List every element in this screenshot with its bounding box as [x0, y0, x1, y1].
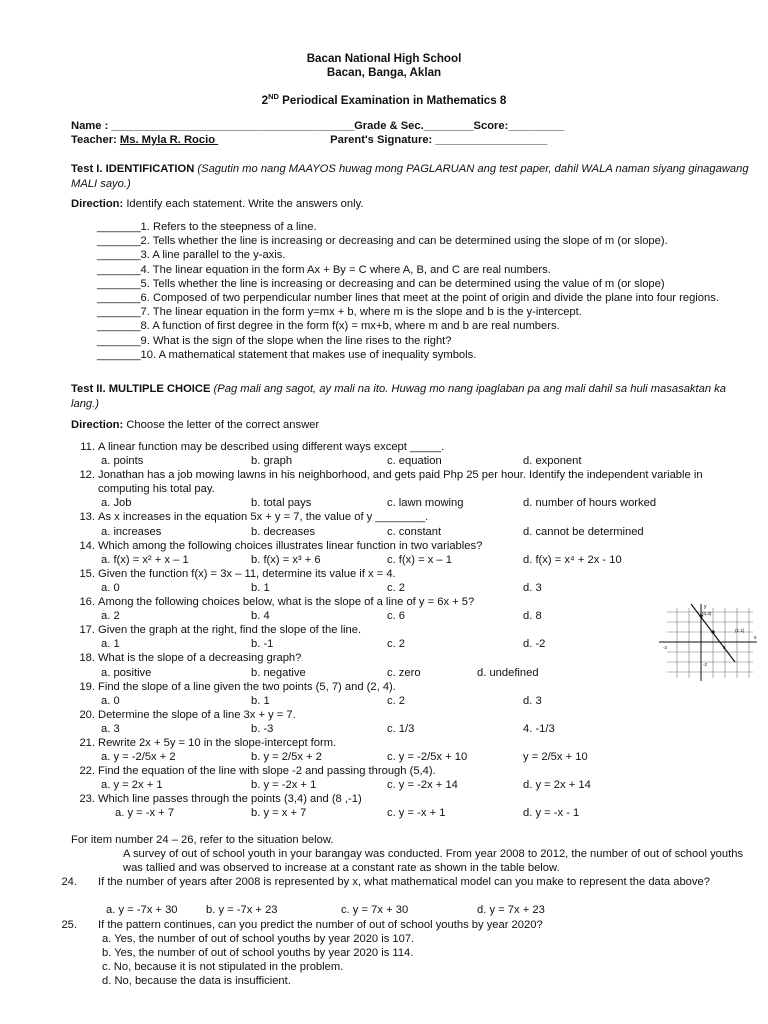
option: b. total pays	[251, 497, 312, 510]
graph-label-x: x	[754, 635, 757, 641]
option: d. No, because the data is insufficient.	[102, 974, 291, 987]
options-row	[75, 778, 755, 792]
identification-item: _______2. Tells whether the line is increasing or decreasing and can be determined using the slope of m (or slope).	[97, 235, 668, 248]
identification-list	[97, 220, 747, 362]
test1-heading	[71, 162, 751, 191]
option: a. 0	[101, 694, 120, 707]
graph-label-y: y	[704, 604, 707, 610]
grade-label: Grade & Sec.	[354, 120, 424, 132]
question-text: Jonathan has a job mowing lawns in his neighborhood, and gets paid Php 25 per hour. Identify the independent variable in computing his total pay.	[98, 469, 703, 496]
option: a. 0	[101, 581, 120, 594]
question	[75, 764, 755, 778]
graph-label-point-a: (0,3)	[702, 611, 712, 616]
option: c. 2	[387, 694, 406, 707]
option: d. f(x) = x⁴ + 2x - 10	[523, 553, 622, 566]
option: d. y = -x - 1	[523, 807, 580, 820]
test1-note: (Sagutin mo nang MAAYOS huwag mong PAGLARUAN ang test paper, dahil WALA naman siyang ginagawang MALI sayo.)	[71, 163, 749, 190]
option: y = 2/5x + 10	[523, 751, 588, 764]
graph-tick-label: -2	[663, 645, 668, 650]
options-row	[75, 806, 755, 820]
question-number: 20.	[79, 708, 95, 721]
option: d. -2	[523, 638, 546, 651]
options-row	[75, 694, 755, 708]
question	[61, 875, 751, 903]
name-field[interactable]: _______________________________________	[111, 120, 355, 132]
test1-direction-text: Identify each statement. Write the answers only.	[123, 198, 364, 210]
option: c. y = -2/5x + 10	[387, 751, 468, 764]
option: a. 1	[101, 638, 120, 651]
graph-tick-label: -2	[703, 662, 708, 667]
parent-signature-field[interactable]: __________________	[435, 134, 548, 146]
question	[75, 792, 755, 806]
parent-signature-label: Parent's Signature:	[330, 134, 436, 146]
option: b. 1	[251, 694, 270, 707]
option: d. number of hours worked	[523, 497, 657, 510]
test2-label: Test II. MULTIPLE CHOICE	[71, 383, 211, 395]
identification-item: _______6. Composed of two perpendicular number lines that meet at the point of origin and divide the plane into four regions.	[97, 292, 719, 305]
options-row	[75, 581, 755, 595]
option: b. 1	[251, 581, 270, 594]
test2-direction-text: Choose the letter of the correct answer	[123, 419, 320, 431]
option: b. graph	[251, 455, 293, 468]
test2-note: (Pag mali ang sagot, ay mali na ito. Huwag mo nang ipaglaban pa ang mali dahil sa huli masasaktan ka lang.)	[71, 383, 726, 410]
grade-field[interactable]: ________	[423, 120, 474, 132]
school-header	[0, 52, 768, 80]
question-text: If the number of years after 2008 is represented by x, what mathematical model can you make to represent the data above?	[98, 876, 710, 889]
question-number: 16.	[79, 596, 95, 609]
question-number: 15.	[79, 567, 95, 580]
exam-title	[0, 92, 768, 107]
option: b. 4	[251, 610, 270, 623]
identification-item: _______9. What is the sign of the slope when the line rises to the right?	[97, 334, 452, 347]
option: b. f(x) = x³ + 6	[251, 553, 321, 566]
question-number: 24.	[61, 876, 77, 889]
exam-title-number: 2	[261, 93, 269, 107]
option: c. y = -x + 1	[387, 807, 446, 820]
question-number: 13.	[79, 511, 95, 524]
option: a. Job	[101, 497, 132, 510]
option: d. 3	[523, 694, 542, 707]
school-name: Bacan National High School	[306, 52, 462, 65]
question-text: Determine the slope of a line 3x + y = 7.	[98, 708, 296, 721]
question-text: Find the equation of the line with slope -2 and passing through (5,4).	[98, 765, 436, 778]
option: b. decreases	[251, 525, 316, 538]
option: d. 3	[523, 581, 542, 594]
test2-heading	[71, 382, 751, 411]
option: b. Yes, the number of out of school youths by year 2020 is 114.	[102, 946, 414, 959]
option: c. equation	[387, 455, 442, 468]
option: a. increases	[101, 525, 162, 538]
question	[75, 736, 755, 750]
options-row	[75, 553, 755, 567]
exam-title-sup: ND	[268, 92, 279, 101]
question-number: 22.	[79, 765, 95, 778]
option: d. 8	[523, 610, 542, 623]
question	[75, 510, 755, 524]
question-number: 18.	[79, 652, 95, 665]
question-number: 12.	[79, 469, 95, 482]
options-row	[75, 750, 755, 764]
identification-item: _______3. A line parallel to the y-axis.	[97, 249, 286, 262]
situation-text: A survey of out of school youth in your barangay was conducted. From year 2008 to 2012, the number of out of school youths was tallied and was observed to increase at a constant rate as shown in the table below.	[123, 848, 744, 875]
question	[75, 440, 755, 454]
option: d. undefined	[477, 666, 539, 679]
option: a. positive	[101, 666, 152, 679]
test1-direction-label: Direction:	[71, 198, 124, 210]
question	[75, 623, 755, 637]
options-row	[75, 454, 755, 468]
identification-item: _______8. A function of first degree in the form f(x) = mx+b, where m and b are real numbers.	[97, 320, 560, 333]
option: b. y = -7x + 23	[206, 904, 278, 917]
graph-label-point-b: (1,1)	[735, 628, 745, 633]
option: d. exponent	[523, 455, 582, 468]
option: d. y = 2x + 14	[523, 779, 591, 792]
option: b. negative	[251, 666, 306, 679]
score-label: Score:	[473, 120, 509, 132]
question-text: Rewrite 2x + 5y = 10 in the slope-intercept form.	[98, 736, 337, 749]
options-row	[75, 637, 755, 651]
option: a. 3	[101, 722, 120, 735]
test2-direction	[71, 418, 751, 433]
question-text: Given the function f(x) = 3x – 11, determine its value if x = 4.	[98, 567, 396, 580]
school-address: Bacan, Banga, Aklan	[326, 66, 442, 79]
identification-item: _______1. Refers to the steepness of a line.	[97, 221, 317, 233]
teacher-row	[71, 134, 547, 146]
option: a. 2	[101, 610, 120, 623]
name-label: Name :	[71, 120, 112, 132]
question-text: Which among the following choices illustrates linear function in two variables?	[98, 539, 483, 552]
option: c. 1/3	[387, 722, 415, 735]
graph-grid	[667, 608, 753, 678]
question-number: 25.	[61, 918, 77, 931]
option: c. y = 7x + 30	[341, 904, 409, 917]
option: b. y = 2/5x + 2	[251, 751, 322, 764]
option: c. zero	[387, 666, 421, 679]
options-row	[75, 525, 755, 539]
option: b. -1	[251, 638, 274, 651]
test1-label: Test I. IDENTIFICATION	[71, 163, 195, 175]
teacher-label: Teacher:	[71, 134, 120, 146]
question	[75, 567, 755, 581]
teacher-name: Ms. Myla R. Rocio	[119, 134, 219, 146]
option: a. f(x) = x² + x – 1	[101, 553, 189, 566]
test2-direction-label: Direction:	[71, 419, 124, 431]
score-field[interactable]: _________	[508, 120, 565, 132]
option: a. Yes, the number of out of school youths by year 2020 is 107.	[102, 932, 415, 945]
situation-intro: For item number 24 – 26, refer to the situation below.	[71, 834, 334, 846]
question	[61, 918, 751, 932]
option: c. 2	[387, 581, 406, 594]
situation-section	[61, 833, 751, 988]
question-text: A linear function may be described using different ways except _____.	[98, 441, 445, 453]
identification-item: _______10. A mathematical statement that makes use of inequality symbols.	[97, 348, 477, 361]
option: c. No, because it is not stipulated in the problem.	[102, 960, 344, 973]
options-row	[75, 722, 755, 736]
question-text: Which line passes through the points (3,4) and (8 ,-1)	[98, 793, 362, 806]
option: c. f(x) = x – 1	[387, 553, 452, 566]
name-row	[71, 120, 564, 132]
identification-item: _______4. The linear equation in the form Ax + By = C where A, B, and C are real numbers.	[97, 263, 551, 276]
question-number: 23.	[79, 793, 95, 806]
question	[75, 468, 755, 496]
option: c. y = -2x + 14	[387, 779, 458, 792]
options-row	[75, 609, 755, 623]
option: b. y = x + 7	[251, 807, 307, 820]
option: a. y = -2/5x + 2	[101, 751, 176, 764]
multiple-choice-list	[75, 440, 755, 821]
option: a. y = 2x + 1	[101, 779, 163, 792]
option: d. cannot be determined	[523, 525, 644, 538]
option: a. points	[101, 455, 144, 468]
question-text: Given the graph at the right, find the slope of the line.	[98, 624, 362, 637]
option: b. -3	[251, 722, 274, 735]
question	[75, 539, 755, 553]
exam-title-text: Periodical Examination in Mathematics 8	[282, 93, 507, 107]
question-number: 19.	[79, 680, 95, 693]
question-number: 11.	[80, 441, 95, 453]
question-number: 17.	[79, 624, 95, 637]
options-row	[75, 666, 755, 680]
question-text: Among the following choices below, what is the slope of a line of y = 6x + 5?	[98, 596, 475, 609]
test1-direction	[71, 197, 751, 212]
option: c. 2	[387, 638, 406, 651]
options-row	[71, 903, 751, 917]
question-text: If the pattern continues, can you predict the number of out of school youths by year 2020?	[98, 918, 543, 931]
option: c. constant	[387, 525, 442, 538]
options-row	[75, 496, 755, 510]
question	[75, 595, 755, 609]
option: 4. -1/3	[523, 722, 555, 735]
question-text: What is the slope of a decreasing graph?	[98, 652, 302, 665]
identification-item: _______5. Tells whether the line is increasing or decreasing and can be determined using the value of m (or slope)	[97, 277, 665, 290]
option: c. lawn mowing	[387, 497, 464, 510]
question-text: As x increases in the equation 5x + y = 7, the value of y ________.	[98, 511, 429, 524]
question-number: 21.	[79, 736, 95, 749]
option: c. 6	[387, 610, 406, 623]
graph-point-1-1	[711, 630, 714, 633]
question	[75, 651, 755, 665]
option: b. y = -2x + 1	[251, 779, 317, 792]
identification-item: _______7. The linear equation in the form y=mx + b, where m is the slope and b is the y-intercept.	[97, 306, 582, 319]
option: a. y = -x + 7	[115, 807, 175, 820]
question-number: 14.	[79, 539, 95, 552]
question	[75, 708, 755, 722]
option: a. y = -7x + 30	[106, 904, 178, 917]
question	[75, 680, 755, 694]
question-text: Find the slope of a line given the two points (5, 7) and (2, 4).	[98, 680, 396, 693]
coordinate-graph	[655, 602, 759, 682]
option: d. y = 7x + 23	[477, 904, 545, 917]
graph-tick-label: 2	[723, 645, 726, 650]
